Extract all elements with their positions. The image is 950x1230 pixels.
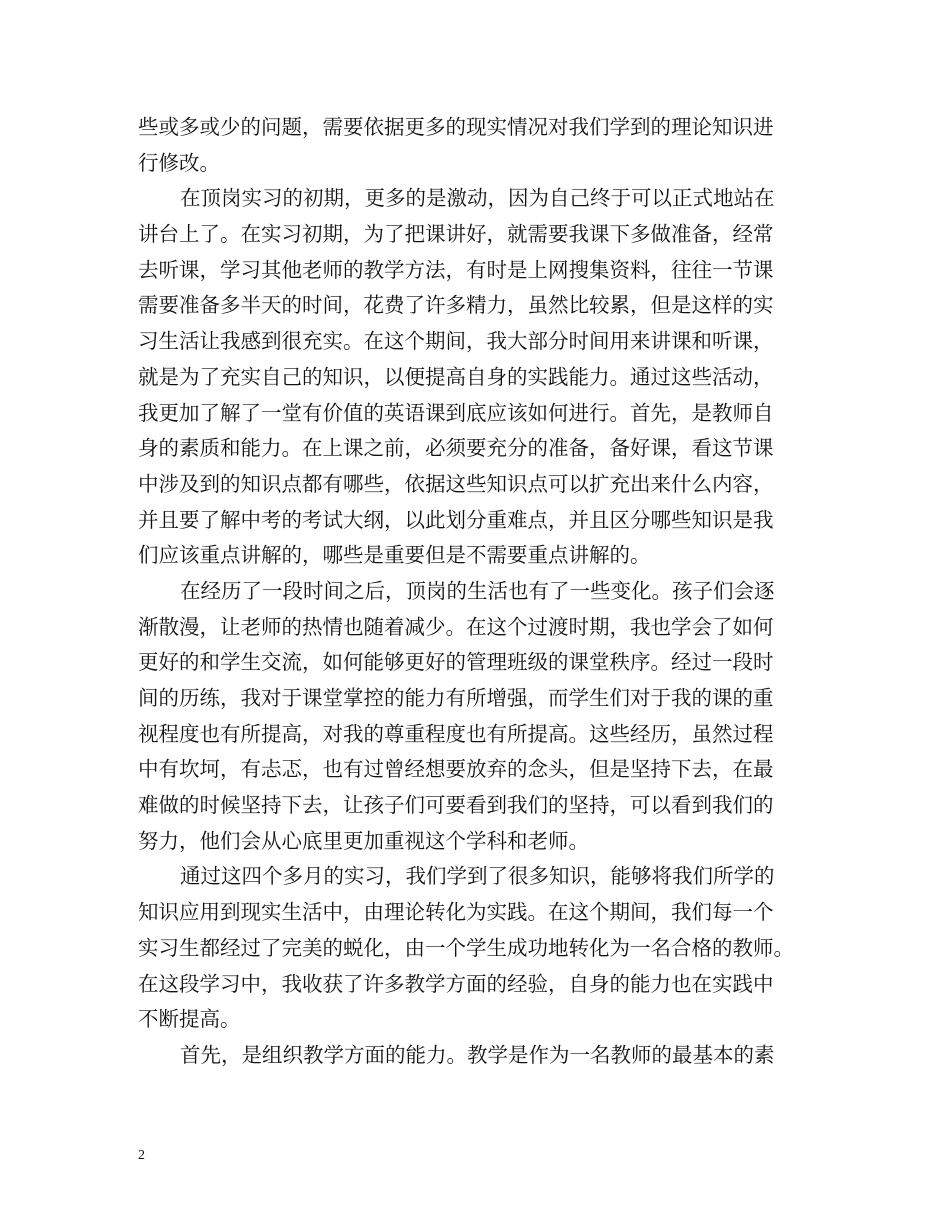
- text-line: 并且要了解中考的考试大纲，以此划分重难点，并且区分哪些知识是我: [138, 507, 774, 532]
- text-line: 我更加了解了一堂有价值的英语课到底应该如何进行。首先，是教师自: [138, 400, 774, 425]
- text-line: 视程度也有所提高，对我的尊重程度也有所提高。这些经历，虽然过程: [138, 721, 774, 746]
- text-line: 难做的时候坚持下去，让孩子们可要看到我们的坚持，可以看到我们的: [138, 793, 774, 818]
- text-line: 些或多或少的问题，需要依据更多的现实情况对我们学到的理论知识进: [138, 115, 774, 139]
- paragraph-first-line: 在顶岗实习的初期，更多的是激动，因为自己终于可以正式地站在: [180, 186, 775, 211]
- text-line: 努力，他们会从心底里更加重视这个学科和老师。: [138, 828, 589, 853]
- paragraph-first-line: 在经历了一段时间之后，顶岗的生活也有了一些变化。孩子们会逐: [180, 578, 775, 603]
- text-line: 中有坎坷，有忐忑，也有过曾经想要放弃的念头，但是坚持下去，在最: [138, 757, 774, 782]
- paragraph-first-line: 通过这四个多月的实习，我们学到了很多知识，能够将我们所学的: [180, 864, 775, 889]
- text-line: 不断提高。: [138, 1007, 241, 1032]
- text-line: 就是为了充实自己的知识，以便提高自身的实践能力。通过这些活动，: [138, 364, 774, 389]
- page-number: 2: [138, 1148, 145, 1163]
- text-line: 行修改。: [138, 150, 220, 175]
- text-line: 知识应用到现实生活中，由理论转化为实践。在这个期间，我们每一个: [138, 900, 774, 925]
- text-line: 讲台上了。在实习初期，为了把课讲好，就需要我课下多做准备，经常: [138, 222, 774, 247]
- text-line: 去听课，学习其他老师的教学方法，有时是上网搜集资料，往往一节课: [138, 257, 774, 282]
- text-line: 更好的和学生交流，如何能够更好的管理班级的课堂秩序。经过一段时: [138, 650, 774, 675]
- text-line: 习生活让我感到很充实。在这个期间，我大部分时间用来讲课和听课，: [138, 329, 774, 354]
- text-line: 实习生都经过了完美的蜕化，由一个学生成功地转化为一名合格的教师。: [138, 935, 794, 960]
- text-line: 们应该重点讲解的，哪些是重要但是不需要重点讲解的。: [138, 543, 651, 568]
- text-line: 需要准备多半天的时间，花费了许多精力，虽然比较累，但是这样的实: [138, 293, 774, 318]
- text-line: 间的历练，我对于课堂掌控的能力有所增强，而学生们对于我的课的重: [138, 686, 774, 710]
- paragraph-first-line: 首先，是组织教学方面的能力。教学是作为一名教师的最基本的素: [180, 1042, 775, 1067]
- body-text: [138, 110, 818, 1074]
- text-line: 渐散漫，让老师的热情也随着减少。在这个过渡时期，我也学会了如何: [138, 614, 774, 639]
- text-line: 在这段学习中，我收获了许多教学方面的经验，自身的能力也在实践中: [138, 971, 774, 996]
- text-line: 身的素质和能力。在上课之前，必须要充分的准备，备好课，看这节课: [138, 436, 774, 461]
- text-line: 中涉及到的知识点都有哪些，依据这些知识点可以扩充出来什么内容，: [138, 471, 774, 496]
